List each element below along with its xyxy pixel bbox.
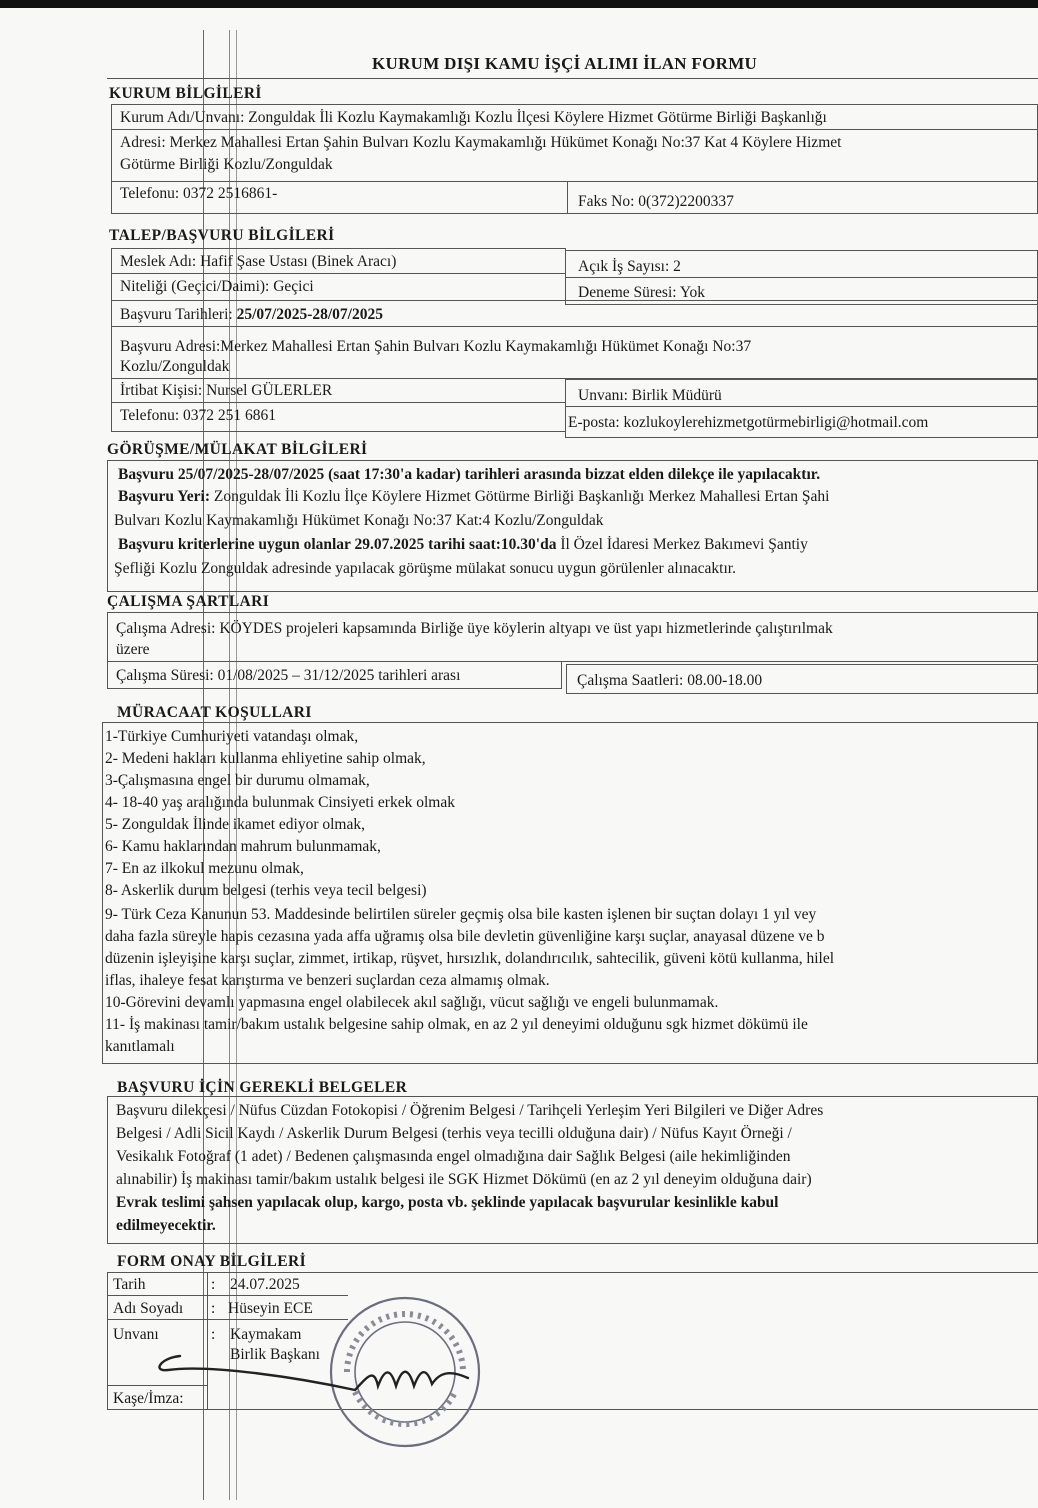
muracaat-line: 11- İş makinası tamir/bakım ustalık belgesine sahip olmak, en az 2 yıl deneyimi olduğunu sgk hizmet dökümü ile (105, 1016, 808, 1033)
kurum-name: Kurum Adı/Unvanı: Zonguldak İli Kozlu Kaymakamlığı Kozlu İlçesi Köylere Hizmet Götürme Birliği Başkanlığı (120, 109, 827, 126)
calisma-suresi: Çalışma Süresi: 01/08/2025 – 31/12/2025 tarihleri arası (116, 667, 461, 684)
kurum-phone: Telefonu: 0372 2516861- (120, 185, 278, 202)
acik-is-sayisi: Açık İş Sayısı: 2 (578, 258, 681, 275)
meslek-cell (111, 248, 566, 274)
calisma-adres-cell (107, 612, 1038, 662)
onay-colon: : (211, 1326, 216, 1343)
section-heading-belgeler: BAŞVURU İÇİN GEREKLİ BELGELER (117, 1079, 408, 1096)
calisma-saatleri: Çalışma Saatleri: 08.00-18.00 (577, 672, 763, 689)
irtibat-cell (111, 378, 566, 403)
niteligi: Niteliği (Geçici/Daimi): Geçici (120, 278, 314, 295)
basvuru-yeri-text: Zonguldak İli Kozlu İlçe Köylere Hizmet Götürme Birliği Başkanlığı Merkez Mahallesi Ertan Şahi (210, 488, 830, 505)
muracaat-line: 10-Görevini devamlı yapmasına engel olabilecek akıl sağlığı, vücut sağlığı ve engeli bulunmamak. (105, 994, 719, 1011)
basvuru-adres-line2: Kozlu/Zonguldak (120, 358, 230, 375)
form-sheet (0, 8, 1038, 1508)
basvuru-tarih-value: 25/07/2025-28/07/2025 (236, 306, 383, 323)
gorusme-box (107, 460, 1038, 592)
kurum-phone-cell (111, 181, 568, 214)
onay-ad-label: Adı Soyadı (113, 1300, 184, 1317)
onay-unvan-label: Unvanı (113, 1326, 159, 1343)
muracaat-line: iflas, ihaleye fesat karıştırma ve benzeri suçlardan ceza almamış olmak. (105, 972, 550, 989)
meslek: Meslek Adı: Hafif Şase Ustası (Binek Aracı) (120, 253, 397, 270)
calisma-adres-line2: üzere (116, 641, 150, 658)
scan-top-border (0, 0, 1038, 8)
belgeler-line: Belgesi / Adli Sicil Kaydı / Askerlik Durum Belgesi (terhis veya tecilli olduğuna dair) / Nüfus Kayıt Örneği / (116, 1125, 792, 1142)
onay-tarih-label: Tarih (113, 1276, 146, 1293)
acik-is-cell (565, 250, 1038, 278)
section-heading-kurum: KURUM BİLGİLERİ (109, 85, 262, 102)
niteligi-cell (111, 273, 566, 301)
basvuru-adres-cell (111, 326, 1038, 379)
calisma-sure-cell (107, 661, 562, 689)
calisma-saat-cell (566, 664, 1038, 694)
irtibat-unvani: Unvanı: Birlik Müdürü (578, 387, 722, 404)
basvuru-adres-line1: Başvuru Adresi:Merkez Mahallesi Ertan Şahin Bulvarı Kozlu Kaymakamlığı Hükümet Konağı No:37 (120, 338, 752, 355)
onay-unvan-value2: Birlik Başkanı (230, 1346, 320, 1363)
basvuru-tarih-cell (111, 300, 1038, 327)
muracaat-line: 6- Kamu haklarından mahrum bulunmamak, (105, 838, 381, 855)
muracaat-line: 7- En az ilkokul mezunu olmak, (105, 860, 304, 877)
kurum-address-cell (111, 129, 1038, 182)
belgeler-box (107, 1096, 1038, 1244)
onay-colon: : (211, 1300, 216, 1317)
section-heading-calisma: ÇALIŞMA ŞARTLARI (107, 593, 270, 610)
unvan-cell (565, 379, 1038, 407)
basvuru-tarih-label: Başvuru Tarihleri: (120, 306, 237, 323)
divider (108, 1319, 348, 1320)
muracaat-line: 5- Zonguldak İlinde ikamet ediyor olmak, (105, 816, 365, 833)
section-heading-gorusme: GÖRÜŞME/MÜLAKAT BİLGİLERİ (107, 441, 368, 458)
kurum-name-cell (111, 104, 1038, 130)
gorusme-line1: Başvuru 25/07/2025-28/07/2025 (saat 17:30'a kadar) tarihleri arasında bizzat elden dilekçe ile yapılacaktır. (118, 466, 821, 483)
onay-unvan-value1: Kaymakam (230, 1326, 302, 1343)
belgeler-line: Vesikalık Fotoğraf (1 adet) / Bedenen çalışmasında engel olmadığına dair Sağlık Belgesi (aile hekimliğinden (116, 1148, 791, 1165)
divider (108, 1295, 348, 1296)
section-heading-talep: TALEP/BAŞVURU BİLGİLERİ (109, 227, 335, 244)
telefon-cell (111, 402, 566, 432)
muracaat-line: düzenin işleyişine karşı suçlar, zimmet, irtikap, rüşvet, hırsızlık, dolandırıcılık, sahtecilik, güveni kötü kullanma, hilel (105, 950, 835, 967)
onay-colon: : (211, 1276, 216, 1293)
gorusme-line4 (118, 535, 808, 554)
belgeler-line: Başvuru dilekçesi / Nüfus Cüzdan Fotokopisi / Öğrenim Belgesi / Tarihçeli Yerleşim Yeri Bilgileri ve Diğer Adres (116, 1102, 824, 1119)
signature (150, 1348, 480, 1418)
belgeler-notice-line2: edilmeyecektir. (116, 1217, 216, 1234)
belgeler-notice-line1: Evrak teslimi şahsen yapılacak olup, kargo, posta vb. şeklinde yapılacak başvurular kesinlikle kabul (116, 1194, 779, 1211)
kurum-address-line1: Adresi: Merkez Mahallesi Ertan Şahin Bulvarı Kozlu Kaymakamlığı Hükümet Konağı No:37 Kat 4 Köylere Hizmet (120, 134, 842, 151)
belgeler-line: alınabilir) İş makinası tamir/bakım ustalık belgesi ile SGK Hizmet Dökümü (en az 2 yıl deneyim olduğuna dair) (116, 1171, 812, 1188)
onay-kase-label: Kaşe/İmza: (113, 1390, 184, 1407)
kriter-label: Başvuru kriterlerine uygun olanlar 29.07.2025 tarihi saat:10.30'da (118, 536, 557, 553)
divider (107, 78, 1038, 79)
gorusme-line2 (118, 487, 829, 506)
muracaat-line: 1-Türkiye Cumhuriyeti vatandaşı olmak, (105, 728, 359, 745)
calisma-adres-line1: Çalışma Adresi: KÖYDES projeleri kapsamında Birliğe üye köylerin altyapı ve üst yapı hizmetlerinde çalıştırılmak (116, 620, 833, 637)
section-heading-onay: FORM ONAY BİLGİLERİ (117, 1253, 307, 1270)
section-heading-muracaat: MÜRACAAT KOŞULLARI (117, 704, 312, 721)
form-title: KURUM DIŞI KAMU İŞÇİ ALIMI İLAN FORMU (372, 54, 758, 73)
irtibat-kisisi: İrtibat Kişisi: Nursel GÜLERLER (120, 382, 333, 399)
kurum-address-line2: Götürme Birliği Kozlu/Zonguldak (120, 156, 333, 173)
basvuru-yeri-label: Başvuru Yeri: (118, 488, 210, 505)
muracaat-box (102, 722, 1038, 1064)
gorusme-line5: Şefliği Kozlu Zonguldak adresinde yapılacak görüşme mülakat sonucu uygun görülenler alınacaktır. (114, 560, 736, 577)
muracaat-line: kanıtlamalı (105, 1038, 175, 1055)
muracaat-line: 9- Türk Ceza Kanunun 53. Maddesinde belirtilen süreler geçmiş olsa bile kasten işlenen bir suçtan dolayı 1 yıl vey (105, 906, 817, 923)
onay-tarih-value: 24.07.2025 (230, 1276, 300, 1293)
kurum-fax-cell (567, 181, 1038, 214)
muracaat-line: 3-Çalışmasına engel bir durumu olmamak, (105, 772, 370, 789)
gorusme-line3: Bulvarı Kozlu Kaymakamlığı Hükümet Konağı No:37 Kat:4 Kozlu/Zonguldak (114, 512, 604, 529)
kriter-text: İl Özel İdaresi Merkez Bakımevi Şantiy (556, 536, 808, 553)
irtibat-eposta: E-posta: kozlukoylerehizmetgotürmebirligi@hotmail.com (568, 414, 929, 431)
muracaat-line: 4- 18-40 yaş aralığında bulunmak Cinsiyeti erkek olmak (105, 794, 455, 811)
muracaat-line: 8- Askerlik durum belgesi (terhis veya tecil belgesi) (105, 882, 427, 899)
muracaat-line: daha fazla süreyle hapis cezasına yada affa uğramış olsa bile devletin güvenliğine karşı suçlar, anayasal düzene ve b (105, 928, 825, 945)
kurum-fax: Faks No: 0(372)2200337 (578, 193, 734, 210)
eposta-cell (565, 406, 1038, 438)
irtibat-telefon: Telefonu: 0372 251 6861 (120, 407, 277, 424)
muracaat-line: 2- Medeni hakları kullanma ehliyetine sahip olmak, (105, 750, 426, 767)
deneme-suresi: Deneme Süresi: Yok (578, 284, 706, 301)
onay-ad-value: Hüseyin ECE (228, 1300, 313, 1317)
basvuru-tarihleri (120, 305, 383, 324)
